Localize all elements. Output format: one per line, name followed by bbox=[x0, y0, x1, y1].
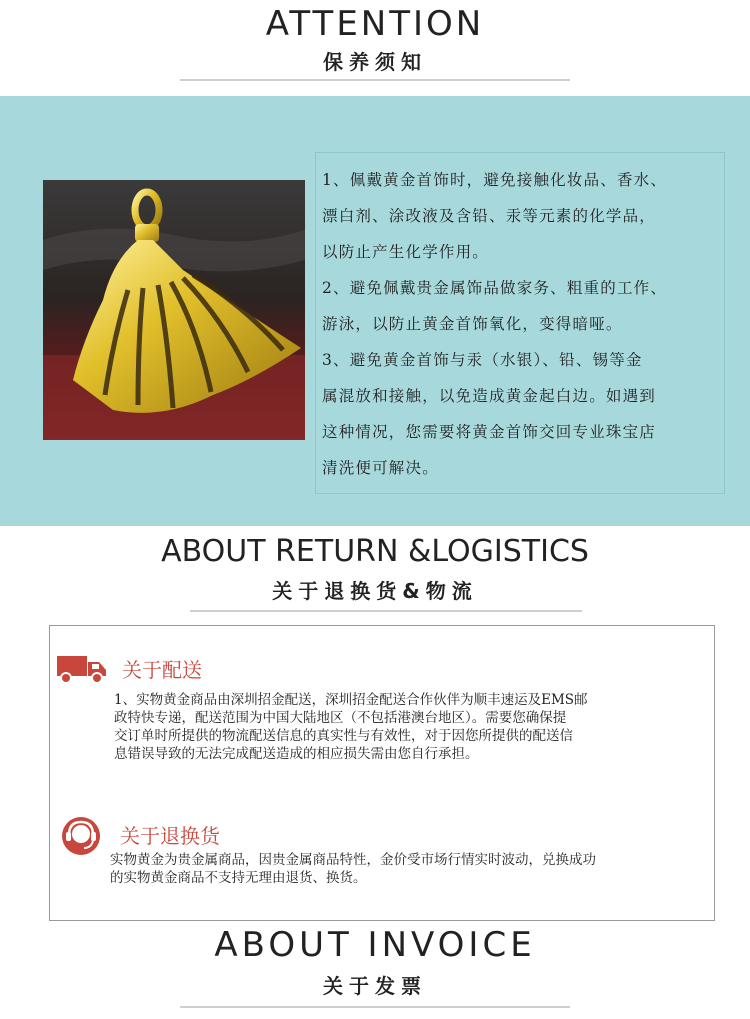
delivery-title: 关于配送 bbox=[122, 658, 202, 682]
returns-title: 关于退换货 bbox=[120, 824, 220, 848]
care-line: 1、佩戴黄金首饰时，避免接触化妆品、香水、 bbox=[322, 171, 668, 189]
headset-icon bbox=[60, 815, 102, 861]
logistics-divider bbox=[190, 610, 582, 612]
invoice-title-en: ABOUT INVOICE bbox=[214, 925, 536, 965]
returns-line: 的实物黄金商品不支持无理由退货、换货。 bbox=[110, 870, 367, 886]
delivery-text bbox=[114, 691, 710, 763]
truck-icon bbox=[57, 652, 107, 688]
returns-line: 实物黄金为贵金属商品，因贵金属商品特性，金价受市场行情实时波动，兑换成功 bbox=[110, 852, 596, 868]
care-line: 以防止产生化学作用。 bbox=[322, 243, 490, 261]
attention-title-en: ATTENTION bbox=[265, 4, 485, 44]
logistics-title-en: ABOUT RETURN &LOGISTICS bbox=[161, 534, 589, 569]
delivery-line: 息错误导致的无法完成配送造成的相应损失需由您自行承担。 bbox=[114, 746, 479, 762]
delivery-line: 交订单时所提供的物流配送信息的真实性与有效性，对于因您所提供的配送信 bbox=[114, 728, 573, 744]
care-line: 清洗便可解决。 bbox=[322, 459, 439, 477]
attention-divider bbox=[180, 79, 570, 81]
care-line: 属混放和接触，以免造成黄金起白边。如遇到 bbox=[322, 387, 657, 405]
care-line: 2、避免佩戴贵金属饰品做家务、粗重的工作、 bbox=[322, 279, 668, 297]
care-line: 这种情况，您需要将黄金首饰交回专业珠宝店 bbox=[322, 423, 657, 441]
returns-text bbox=[110, 851, 710, 887]
delivery-line: 1、实物黄金商品由深圳招金配送，深圳招金配送合作伙伴为顺丰速运及EMS邮 bbox=[114, 692, 588, 708]
delivery-line: 政特快专递，配送范围为中国大陆地区（不包括港澳台地区）。需要您确保提 bbox=[114, 710, 567, 726]
care-line: 3、避免黄金首饰与汞（水银）、铅、锡等金 bbox=[322, 351, 643, 369]
attention-title-cn: 保养须知 bbox=[323, 50, 427, 74]
care-instructions bbox=[322, 162, 718, 486]
care-line: 游泳，以防止黄金首饰氧化，变得暗哑。 bbox=[322, 315, 623, 333]
logistics-title-cn: 关于退换货&物流 bbox=[272, 579, 478, 603]
care-line: 漂白剂、涂改液及含铅、汞等元素的化学品， bbox=[322, 207, 657, 225]
invoice-divider bbox=[180, 1006, 570, 1008]
invoice-title-cn: 关于发票 bbox=[323, 974, 427, 998]
gold-pendant-image bbox=[43, 180, 305, 440]
